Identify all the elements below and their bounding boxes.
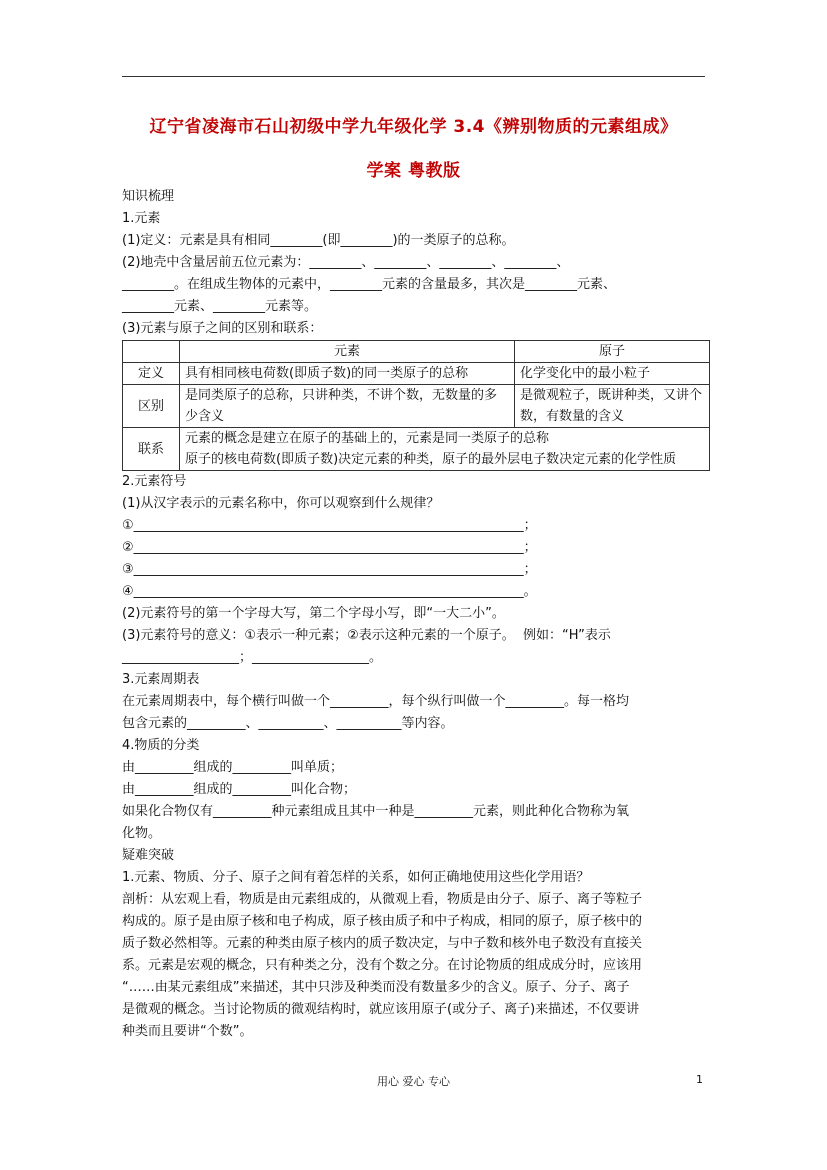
cell-atom-definition: 化学变化中的最小粒子 (515, 363, 710, 385)
row-label-definition: 定义 (123, 363, 180, 385)
text-line: ③____________________________________________________________； (122, 562, 537, 577)
text-line: 剖析：从宏观上看，物质是由元素组成的，从微观上看，物质是由分子、原子、离子等粒子 (122, 892, 643, 907)
text-line: 知识梳理 (122, 189, 175, 204)
table-header-blank (123, 341, 180, 363)
footer-motto: 用心 爱心 专心 (377, 1075, 450, 1088)
text-line: 由_________组成的_________叫单质； (122, 760, 344, 775)
cell-element-definition: 具有相同核电荷数(即质子数)的同一类原子的总称 (180, 363, 515, 385)
table-row (123, 363, 710, 385)
text-line: 3.元素周期表 (122, 672, 200, 687)
text-line: (1)从汉字表示的元素名称中，你可以观察到什么规律？ (122, 496, 440, 511)
element-atom-comparison-table (122, 340, 710, 471)
cell-element-difference: 是同类原子的总称，只讲种类，不讲个数，无数量的多少含义 (180, 385, 515, 428)
cell-relation: 元素的概念是建立在原子的基础上的，元素是同一类原子的总称 原子的核电荷数(即质子数)决定元素的种类，原子的最外层电子数决定元素的化学性质 (180, 428, 710, 471)
text-line: ①____________________________________________________________； (122, 518, 537, 533)
document-title-line-2: 学案 粤教版 (366, 161, 461, 181)
text-line: 系。元素是宏观的概念，只有种类之分，没有个数之分。在讨论物质的组成成分时，应该用 (122, 958, 643, 973)
table-row (123, 385, 710, 428)
text-line: ②____________________________________________________________； (122, 540, 537, 555)
text-line: 种类而且要讲“个数”。 (122, 1024, 253, 1039)
cell-atom-difference: 是微观粒子，既讲种类，又讲个数，有数量的含义 (515, 385, 710, 428)
table-row (123, 428, 710, 471)
section-knowledge-review (122, 186, 712, 340)
text-line: 1.元素、物质、分子、原子之间有着怎样的关系，如何正确地使用这些化学用语？ (122, 870, 590, 885)
text-line: (1)定义：元素是具有相同________(即________)的一类原子的总称。 (122, 233, 515, 248)
text-line: (2)地壳中含量居前五位元素为：________、________、________、________、 (122, 255, 570, 270)
text-line: 2.元素符号 (122, 474, 187, 489)
text-line: __________________；__________________。 (122, 650, 383, 665)
row-label-difference: 区别 (123, 385, 180, 428)
text-line: 4.物质的分类 (122, 738, 200, 753)
text-line: “……由某元素组成”来描述，其中只涉及种类而没有数量多少的含义。原子、分子、离子 (122, 980, 630, 995)
table-header-atom: 原子 (515, 341, 710, 363)
header-rule (122, 76, 705, 77)
text-line: (3)元素符号的意义：①表示一种元素；②表示这种元素的一个原子。 例如：“H”表示 (122, 628, 611, 643)
text-line: ④____________________________________________________________。 (122, 584, 537, 599)
text-line: 构成的。原子是由原子核和电子构成，原子核由质子和中子构成，相同的原子，原子核中的 (122, 914, 643, 929)
document-title-line-1: 辽宁省凌海市石山初级中学九年级化学 3.4《辨别物质的元素组成》 (149, 117, 678, 137)
section-symbols-and-analysis (122, 471, 712, 1043)
text-line: 在元素周期表中，每个横行叫做一个_________，每个纵行叫做一个_________。每一格均 (122, 694, 630, 709)
document-body (122, 186, 712, 1043)
page-number: 1 (696, 1073, 703, 1086)
text-line: 疑难突破 (122, 848, 175, 863)
row-label-relation: 联系 (123, 428, 180, 471)
table-header-element: 元素 (180, 341, 515, 363)
text-line: 是微观的概念。当讨论物质的微观结构时，就应该用原子(或分子、离子)来描述，不仅要讲 (122, 1002, 640, 1017)
text-line: 由_________组成的_________叫化合物； (122, 782, 357, 797)
text-line: (3)元素与原子之间的区别和联系： (122, 321, 323, 336)
text-line: 质子数必然相等。元素的种类由原子核内的质子数决定，与中子数和核外电子数没有直接关 (122, 936, 643, 951)
text-line: 如果化合物仅有_________种元素组成且其中一种是_________元素，则此种化合物称为氧 (122, 804, 630, 819)
text-line: (2)元素符号的第一个字母大写，第二个字母小写，即“一大二小”。 (122, 606, 505, 621)
text-line: ________。在组成生物体的元素中，________元素的含量最多，其次是________元素、 (122, 277, 617, 292)
text-line: ________元素、________元素等。 (122, 299, 318, 314)
text-line: 1.元素 (122, 211, 161, 226)
text-line: 化物。 (122, 826, 162, 841)
text-line: 包含元素的_________、__________、__________等内容。 (122, 716, 454, 731)
